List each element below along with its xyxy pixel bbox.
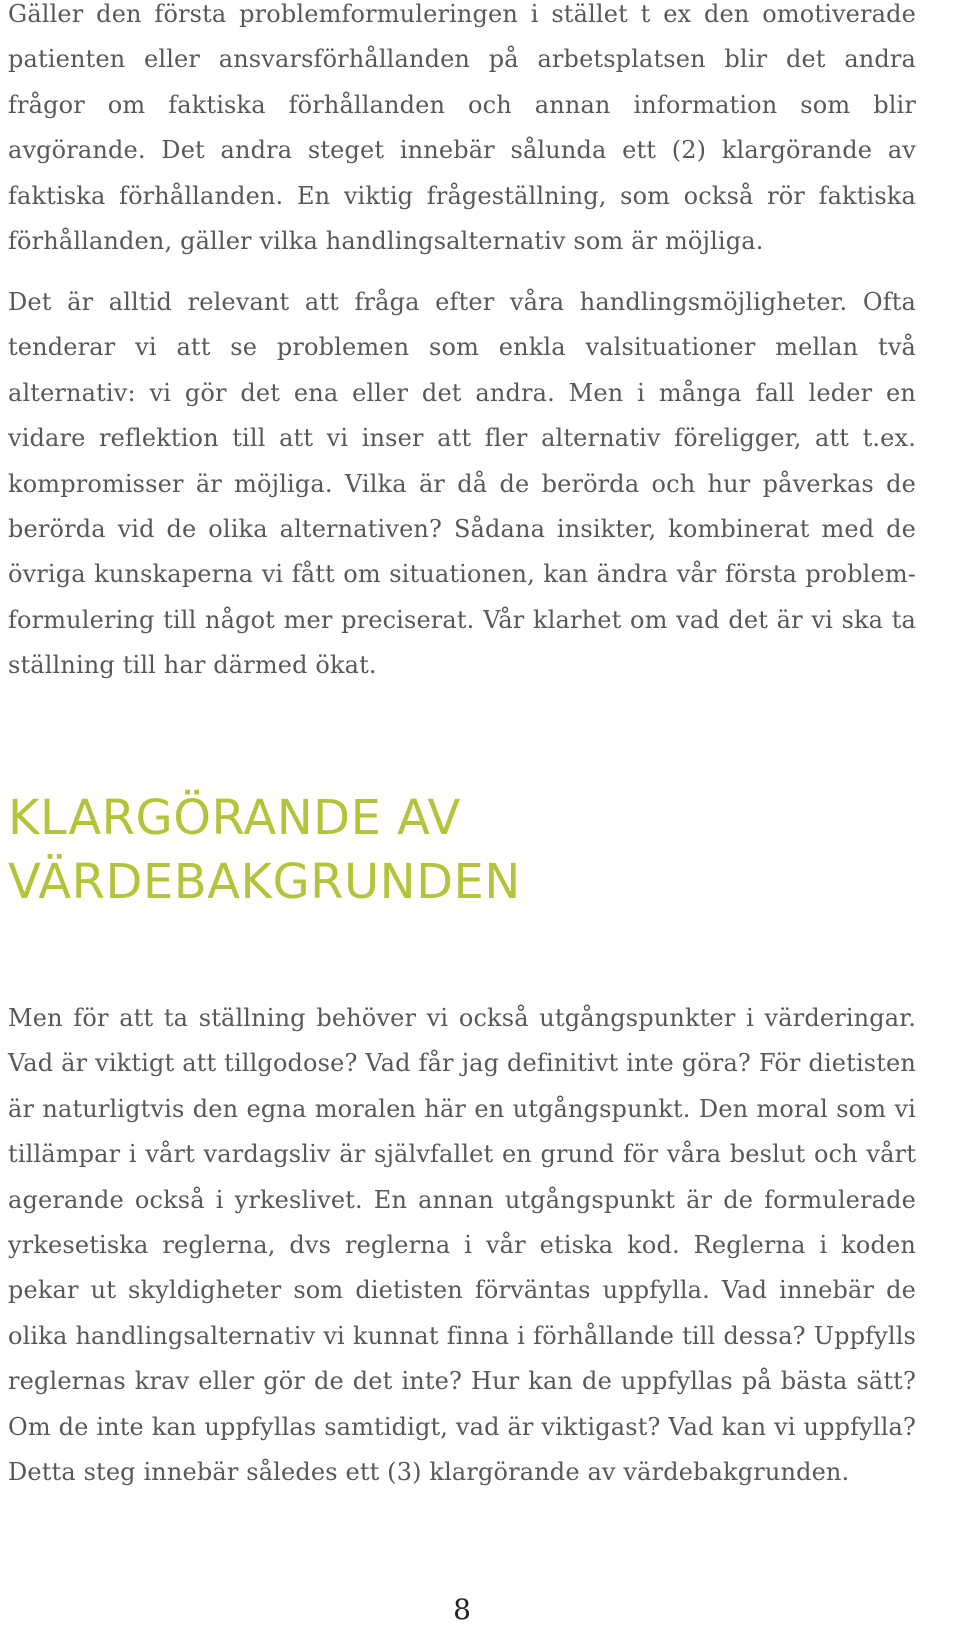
paragraph-value-background: Men för att ta ställning behöver vi också utgångspunkter i värderingar. Vad är viktigt att tillgodose? Vad får jag definitivt inte göra? För dietisten är naturligtvis den egna moralen här en utgångspunkt. Den moral som vi tillämpar i vårt vardagsliv är självfallet en grund för våra beslut och vårt agerande också i yrkeslivet. En annan utgångspunkt är de formulerade yrkesetiska reglerna, dvs reglerna i vår etiska kod. Reglerna i koden pekar ut skyldigheter som dietisten förväntas uppfylla. Vad innebär de olika handlingsalternativ vi kunnat finna i förhållande till dessa? Uppfylls reglernas krav eller gör de det inte? Hur kan de uppfyllas på bästa sätt? Om de inte kan uppfyllas samtidigt, vad är viktigast? Vad kan vi uppfylla? Detta steg innebär således ett (3) klargörande av värdebakgrunden.	[8, 1004, 916, 1487]
page-number: 8	[453, 1593, 471, 1626]
section-heading-line-1: KLARGÖRANDE AV	[8, 790, 461, 846]
section-heading-line-2: VÄRDEBAKGRUNDEN	[8, 854, 521, 910]
document-page	[8, 0, 916, 1633]
paragraph-factual-circumstances: Gäller den första problemformuleringen i stället t ex den omotiverade patienten eller ansvarsförhållanden på arbetsplatsen blir det andra frågor om faktiska förhållanden och annan information som blir avgörande. Det andra steget innebär sålunda ett (2) klargörande av faktiska förhållanden. En viktig frågeställning, som också rör faktiska förhållanden, gäller vilka handlingsalternativ som är möjliga.	[8, 0, 916, 256]
section-heading	[8, 786, 916, 914]
paragraph-action-alternatives: Det är alltid relevant att fråga efter våra handlingsmöjligheter. Ofta tenderar vi att se problemen som enkla valsituationer mellan två alternativ: vi gör det ena eller det andra. Men i många fall leder en vidare reflektion till att vi inser att fler alternativ föreligger, att t.ex. kompromisser är möjliga. Vilka är då de berörda och hur påverkas de berörda vid de olika alternativen? Sådana insikter, kombinerat med de övriga kunskaperna vi fått om situationen, kan ändra vår första problem-formulering till något mer preciserat. Vår klarhet om vad det är vi ska ta ställning till har därmed ökat.	[8, 288, 916, 680]
